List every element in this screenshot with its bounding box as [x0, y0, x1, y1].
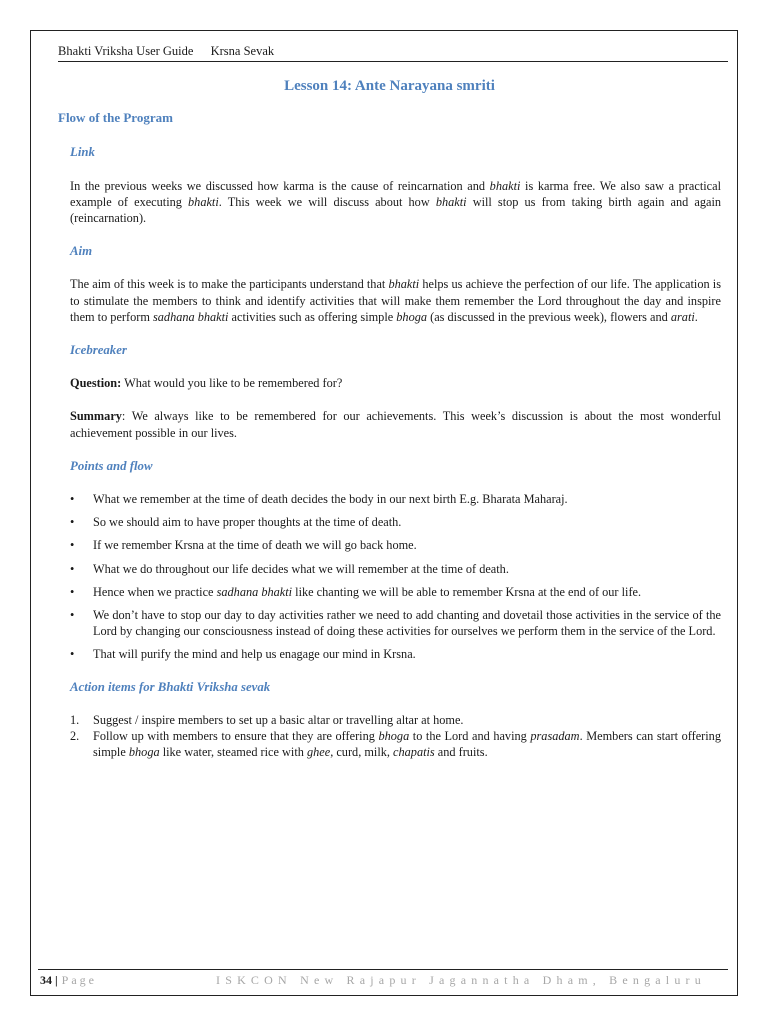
header-guide-title: Bhakti Vriksha User Guide: [58, 44, 194, 58]
text-run: In the previous weeks we discussed how karma is the cause of reincarnation and: [70, 178, 490, 193]
icebreaker-summary: [70, 408, 721, 440]
text-run: Hence when we practice: [93, 584, 217, 599]
text-run: like water, steamed rice with: [159, 745, 307, 760]
text-run: If we remember Krsna at the time of death we will go back home.: [93, 538, 417, 553]
text-run: . Members can start offering simple: [93, 729, 721, 760]
aim-paragraph: [70, 276, 721, 325]
text-run: What we remember at the time of death decides the body in our next birth E.g. Bharata Maharaj.: [93, 492, 568, 507]
italic-term: bhoga: [396, 309, 428, 324]
question-label: Question:: [70, 376, 122, 391]
text-run: to the Lord and having: [409, 729, 531, 744]
icebreaker-heading: Icebreaker: [70, 343, 127, 358]
text-run: Suggest / inspire members to set up a basic altar or travelling altar at home.: [93, 712, 464, 727]
footer-rule: [38, 969, 728, 970]
italic-term: bhoga: [128, 745, 160, 760]
text-run: (as discussed in the previous week), flowers and: [427, 309, 671, 324]
italic-term: chapatis: [393, 745, 435, 760]
text-run: activities such as offering simple: [228, 309, 397, 324]
running-header: [58, 44, 728, 59]
aim-heading: Aim: [70, 244, 93, 259]
text-run: is karma free. We also saw a practical example of executing: [70, 178, 721, 209]
page-word: Page: [61, 973, 97, 987]
text-run: . This week we will discuss about how: [218, 194, 436, 209]
point-item: [70, 561, 721, 577]
text-run: helps us achieve the perfection of our life. The application is to stimulate the members to think and identify activities that will make them remember the Lord throughout the day and inspire them to perform: [70, 277, 721, 324]
point-item: [70, 646, 721, 662]
italic-term: bhakti: [489, 178, 521, 193]
icebreaker-question: [70, 375, 721, 391]
action-items-list: [70, 712, 721, 761]
text-run: like chanting we will be able to remember Krsna at the end of our life.: [292, 584, 642, 599]
text-run: Follow up with members to ensure that they are offering: [93, 729, 379, 744]
text-run: and fruits.: [434, 745, 488, 760]
page-number: 34: [40, 973, 52, 987]
text-run: We don’t have to stop our day to day activities rather we need to add chanting and dovetail those activities in the service of the Lord by changing our consciousness instead of doing these activities for ourselves we perform them in the service of the Lord.: [93, 608, 721, 639]
italic-term: prasadam: [530, 729, 580, 744]
header-rule: [58, 61, 728, 62]
point-item: [70, 584, 721, 600]
footer: [40, 973, 730, 988]
point-item: [70, 491, 721, 507]
summary-text: : We always like to be remembered for our achievements. This week’s discussion is about the most wonderful achievement possible in our lives.: [70, 409, 721, 440]
italic-term: sadhana bhakti: [152, 309, 229, 324]
action-item: [70, 712, 721, 728]
lesson-title: Lesson 14: Ante Narayana smriti: [284, 78, 495, 94]
italic-term: arati: [670, 309, 695, 324]
text-run: will stop us from taking birth again and again (reincarnation).: [70, 194, 722, 226]
points-heading: Points and flow: [70, 458, 153, 473]
text-run: What we do throughout our life decides what we will remember at the time of death.: [93, 561, 509, 576]
header-author: Krsna Sevak: [210, 44, 275, 58]
text-run: The aim of this week is to make the participants understand that: [70, 277, 389, 292]
text-run: So we should aim to have proper thoughts at the time of death.: [93, 515, 402, 530]
italic-term: bhakti: [188, 194, 219, 209]
points-list: [70, 491, 721, 663]
link-paragraph: [70, 178, 721, 227]
section-title: Flow of the Program: [58, 110, 173, 126]
footer-organization: ISKCON New Rajapur Jagannatha Dham, Bengaluru: [216, 973, 706, 987]
point-item: [70, 607, 721, 639]
italic-term: sadhana bhakti: [216, 584, 293, 599]
page-content: [58, 78, 721, 760]
point-item: [70, 537, 721, 553]
italic-term: bhakti: [435, 194, 467, 209]
text-run: , curd, milk,: [330, 745, 394, 760]
actions-heading: Action items for Bhakti Vriksha sevak: [70, 679, 271, 694]
italic-term: bhoga: [378, 729, 410, 744]
italic-term: ghee: [306, 745, 331, 760]
action-item-number: 1.: [70, 712, 80, 727]
link-heading: Link: [70, 145, 95, 160]
text-run: .: [694, 309, 698, 324]
italic-term: bhakti: [388, 277, 420, 292]
action-item: [70, 728, 721, 760]
page-separator: |: [55, 973, 58, 987]
text-run: That will purify the mind and help us enagage our mind in Krsna.: [93, 647, 416, 662]
action-item-number: 2.: [70, 729, 80, 744]
question-text: What would you like to be remembered for?: [121, 376, 343, 391]
summary-label: Summary: [70, 409, 122, 424]
point-item: [70, 514, 721, 530]
